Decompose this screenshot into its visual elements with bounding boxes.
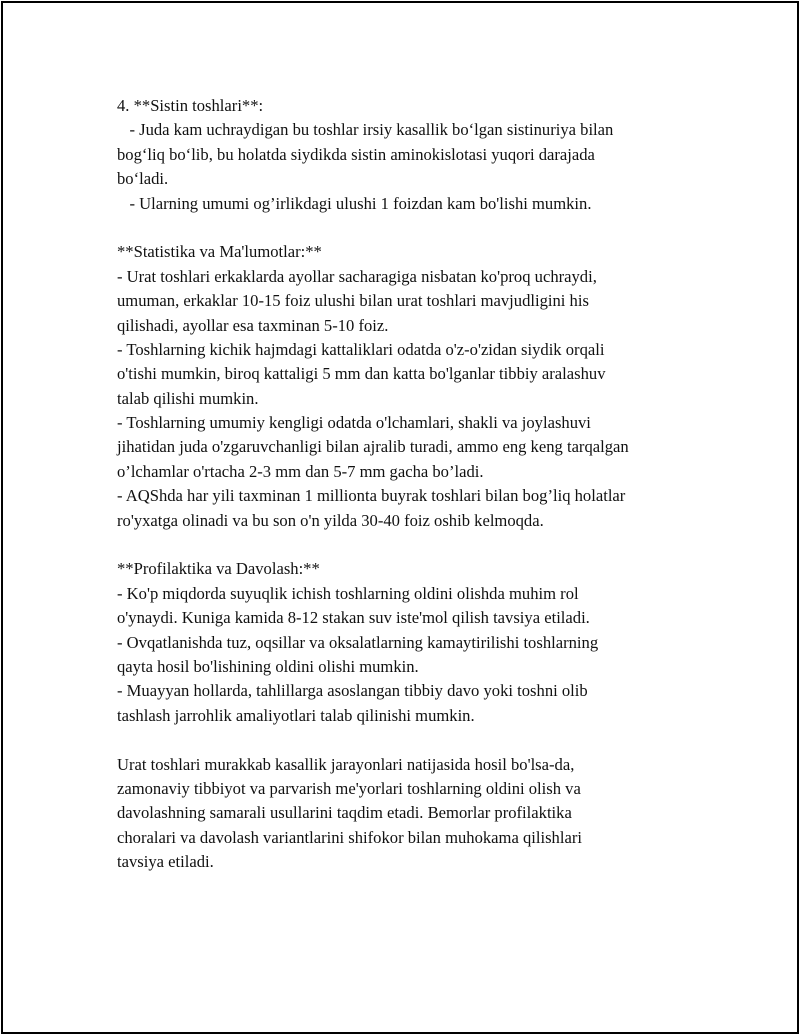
text-line: - Muayyan hollarda, tahlillarga asoslangan tibbiy davo yoki toshni olib bbox=[117, 681, 588, 701]
section-heading: 4. **Sistin toshlari**: bbox=[117, 96, 264, 115]
text-line: qayta hosil bo'lishining oldini olishi mumkin. bbox=[117, 656, 419, 676]
section-statistics bbox=[117, 240, 717, 533]
document-body bbox=[117, 94, 717, 875]
text-line: qilishadi, ayollar esa taxminan 5-10 foiz. bbox=[117, 315, 389, 335]
paragraph-gap bbox=[117, 728, 717, 752]
paragraph-gap bbox=[117, 533, 717, 557]
text-line: o’lchamlar o'rtacha 2-3 mm dan 5-7 mm gacha bo’ladi. bbox=[117, 461, 484, 481]
text-line: umuman, erkaklar 10-15 foiz ulushi bilan urat toshlari mavjudligini his bbox=[117, 291, 589, 311]
text-line: - Ularning umumi og’irlikdagi ulushi 1 foizdan kam bo'lishi mumkin. bbox=[117, 193, 592, 213]
text-line: o'ynaydi. Kuniga kamida 8-12 stakan suv iste'mol qilish tavsiya etiladi. bbox=[117, 608, 590, 628]
section-prevention-treatment bbox=[117, 557, 717, 728]
text-line: - Ko'p miqdorda suyuqlik ichish toshlarning oldini olishda muhim rol bbox=[117, 583, 579, 603]
text-line: tashlash jarrohlik amaliyotlari talab qilinishi mumkin. bbox=[117, 705, 475, 725]
section-cystine-stones bbox=[117, 94, 717, 216]
text-line: - Toshlarning umumiy kengligi odatda o'lchamlari, shakli va joylashuvi bbox=[117, 413, 591, 433]
text-line: ro'yxatga olinadi va bu son o'n yilda 30-40 foiz oshib kelmoqda. bbox=[117, 510, 544, 530]
text-line: - Toshlarning kichik hajmdagi kattaliklari odatda o'z-o'zidan siydik orqali bbox=[117, 339, 605, 359]
text-line: - AQShda har yili taxminan 1 millionta buyrak toshlari bilan bog’liq holatlar bbox=[117, 486, 626, 506]
text-line: talab qilishi mumkin. bbox=[117, 388, 259, 408]
text-line: tavsiya etiladi. bbox=[117, 852, 214, 872]
section-conclusion bbox=[117, 753, 717, 875]
text-line: zamonaviy tibbiyot va parvarish me'yorlari toshlarning oldini olish va bbox=[117, 778, 581, 798]
text-line: davolashning samarali usullarini taqdim etadi. Bemorlar profilaktika bbox=[117, 803, 572, 823]
text-line: o'tishi mumkin, biroq kattaligi 5 mm dan katta bo'lganlar tibbiy aralashuv bbox=[117, 364, 606, 384]
text-line: - Juda kam uchraydigan bu toshlar irsiy kasallik bo‘lgan sistinuriya bilan bbox=[117, 120, 614, 140]
text-line: - Ovqatlanishda tuz, oqsillar va oksalatlarning kamaytirilishi toshlarning bbox=[117, 632, 599, 652]
text-line: Urat toshlari murakkab kasallik jarayonlari natijasida hosil bo'lsa-da, bbox=[117, 754, 575, 774]
section-heading: **Statistika va Ma'lumotlar:** bbox=[117, 242, 322, 262]
text-line: choralari va davolash variantlarini shifokor bilan muhokama qilishlari bbox=[117, 827, 582, 847]
text-line: bog‘liq bo‘lib, bu holatda siydikda sistin aminokislotasi yuqori darajada bbox=[117, 144, 595, 164]
section-heading: **Profilaktika va Davolash:** bbox=[117, 559, 320, 579]
text-line: bo‘ladi. bbox=[117, 169, 169, 189]
text-line: jihatidan juda o'zgaruvchanligi bilan ajralib turadi, ammo eng keng tarqalgan bbox=[117, 437, 629, 457]
text-line: - Urat toshlari erkaklarda ayollar sacharagiga nisbatan ko'proq uchraydi, bbox=[117, 266, 597, 286]
paragraph-gap bbox=[117, 216, 717, 240]
